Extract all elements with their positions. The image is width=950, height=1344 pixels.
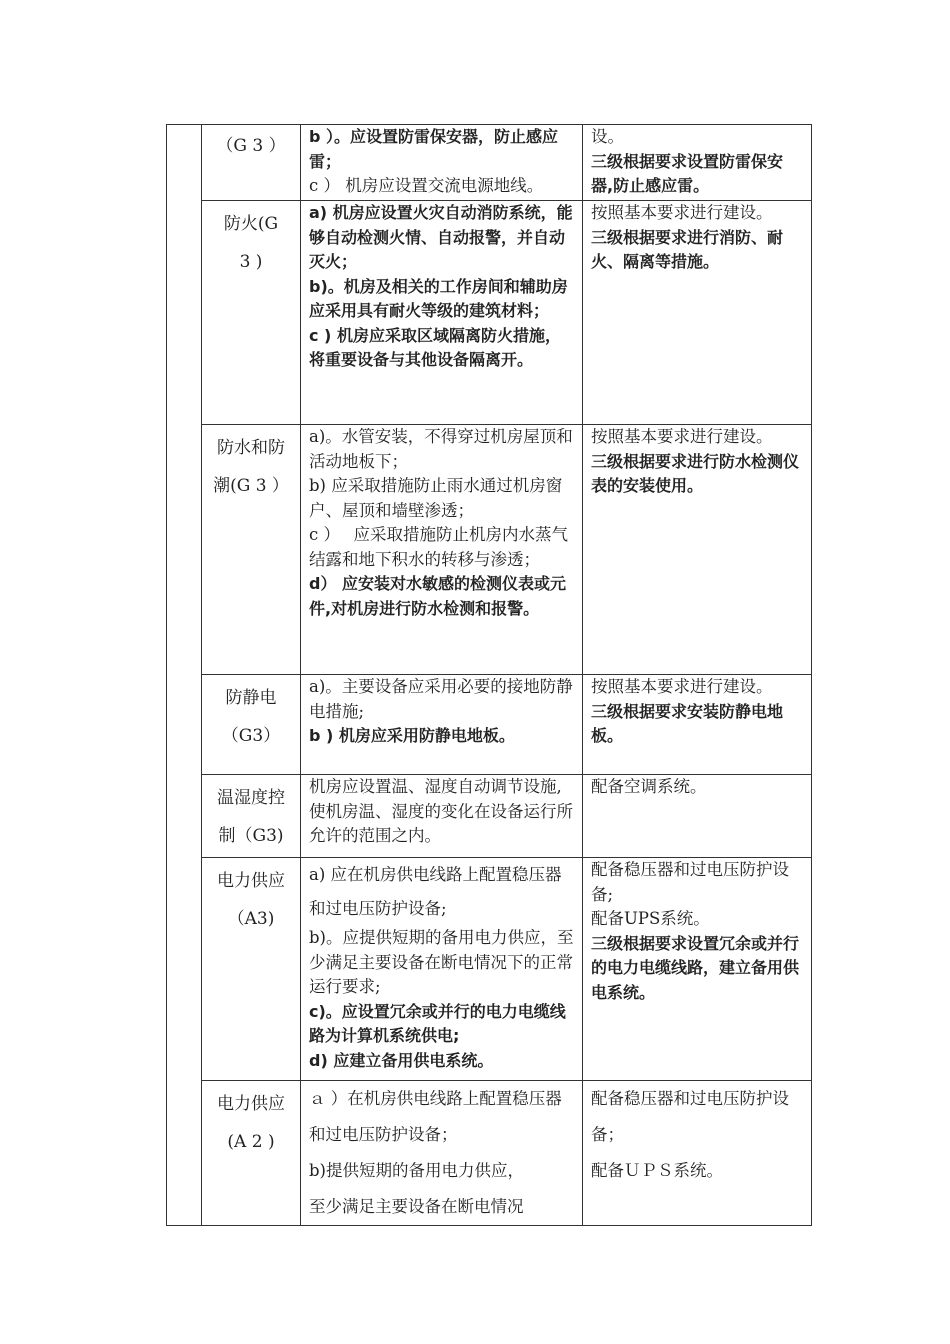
table-row [167,125,812,201]
requirement-cell [301,425,583,675]
requirement-item: d） 应安装对水敏感的检测仪表或元件,对机房进行防水检测和报警。 [309,574,567,618]
requirement-item: c ） 应采取措施防止机房内水蒸气结露和地下积水的转移与渗透； [309,525,568,569]
requirement-cell [301,858,583,1081]
table-row [167,1081,812,1226]
category-cell [202,775,301,858]
requirement-item: a)。水管安装，不得穿过机房屋顶和活动地板下； [309,427,573,471]
measure-cell [583,675,812,775]
table-row [167,201,812,425]
requirement-item: a) 应在机房供电线路上配置稳压器和过电压防护设备; [309,865,562,918]
requirement-item: b)提供短期的备用电力供应， [309,1161,524,1180]
measure-item: 三级根据要求进行防水检测仪表的安装使用。 [591,451,800,495]
requirement-item: a)。主要设备应采用必要的接地防静电措施; [309,677,573,721]
measure-item: 配备ＵＰＳ系统。 [591,1161,723,1180]
requirement-item: 机房应设置温、湿度自动调节设施,使机房温、湿度的变化在设备运行所允许的范围之内。 [309,777,573,845]
measure-item: 三级根据要求安装防静电地板。 [591,701,784,745]
category-label: (A 2 ) [227,1132,275,1152]
category-label: 温湿度控 [217,788,285,808]
measure-item: 三级根据要求进行消防、耐火、隔离等措施。 [591,227,784,271]
requirement-cell [301,675,583,775]
blank-left-column [167,125,202,1226]
requirement-item: b ）。应设置防雷保安器，防止感应雷； [309,127,559,171]
requirement-item: a) 机房应设置火灾自动消防系统，能够自动检测火情、自动报警，并自动灭火； [309,203,573,271]
category-cell [202,858,301,1081]
security-requirements-table [166,124,812,1226]
category-label: （A3) [227,909,275,929]
category-cell [202,125,301,201]
category-label: 电力供应 [217,871,285,891]
table-row [167,775,812,858]
measure-item: 三级根据要求设置冗余或并行的电力电缆线路，建立备用供电系统。 [591,933,800,1002]
category-label: 3 ) [239,252,263,272]
measure-cell [583,775,812,858]
requirement-cell [301,125,583,201]
category-label: 电力供应 [217,1094,285,1114]
requirement-item: c ） 机房应设置交流电源地线。 [309,176,544,195]
measure-item: 按照基本要求进行建设。 [591,427,773,446]
requirement-cell [301,775,583,858]
requirement-item: b)。应提供短期的备用电力供应，至少满足主要设备在断电情况下的正常运行要求; [309,928,574,996]
measure-item: 配备稳压器和过电压防护设备； [591,1089,789,1144]
category-label: （G 3 ） [216,136,286,156]
category-label: 潮(G 3 ） [213,476,289,496]
category-label: 防水和防 [217,438,285,458]
measure-item: 设。 [591,127,624,146]
requirement-cell [301,1081,583,1226]
category-cell [202,675,301,775]
category-label: 防火(G [223,214,279,234]
requirement-item: ａ ）在机房供电线路上配置稳压器和过电压防护设备； [309,1089,562,1144]
requirement-item: b) 应采取措施防止雨水通过机房窗户、屋顶和墙壁渗透； [309,476,563,520]
measure-item: 配备空调系统。 [591,777,707,796]
measure-item: 按照基本要求进行建设。 [591,203,773,222]
requirement-item: b ) 机房应采用防静电地板。 [309,726,515,745]
category-cell [202,1081,301,1226]
table-row [167,425,812,675]
requirement-item: b)。机房及相关的工作房间和辅助房应采用具有耐火等级的建筑材料； [309,276,568,320]
requirement-item: c ) 机房应采取区域隔离防火措施，将重要设备与其他设备隔离开。 [309,325,561,369]
table-row [167,675,812,775]
category-label: 制（G3) [218,826,284,846]
measure-item: 配备UPS系统。 [591,909,710,928]
measure-item: 配备稳压器和过电压防护设备; [591,860,789,904]
category-label: 防静电 [225,688,277,708]
measure-cell [583,125,812,201]
category-cell [202,201,301,425]
requirement-item: d) 应建立备用供电系统。 [309,1050,494,1070]
requirement-cell [301,201,583,425]
measure-cell [583,201,812,425]
measure-item: 三级根据要求设置防雷保安器,防止感应雷。 [591,151,784,195]
measure-cell [583,858,812,1081]
category-label: （G3） [221,726,281,746]
requirement-item: 至少满足主要设备在断电情况 [309,1197,524,1216]
requirement-item: c)。应设置冗余或并行的电力电缆线路为计算机系统供电; [309,1001,566,1045]
table-row [167,858,812,1081]
measure-cell [583,425,812,675]
category-cell [202,425,301,675]
measure-cell [583,1081,812,1226]
measure-item: 按照基本要求进行建设。 [591,677,773,696]
